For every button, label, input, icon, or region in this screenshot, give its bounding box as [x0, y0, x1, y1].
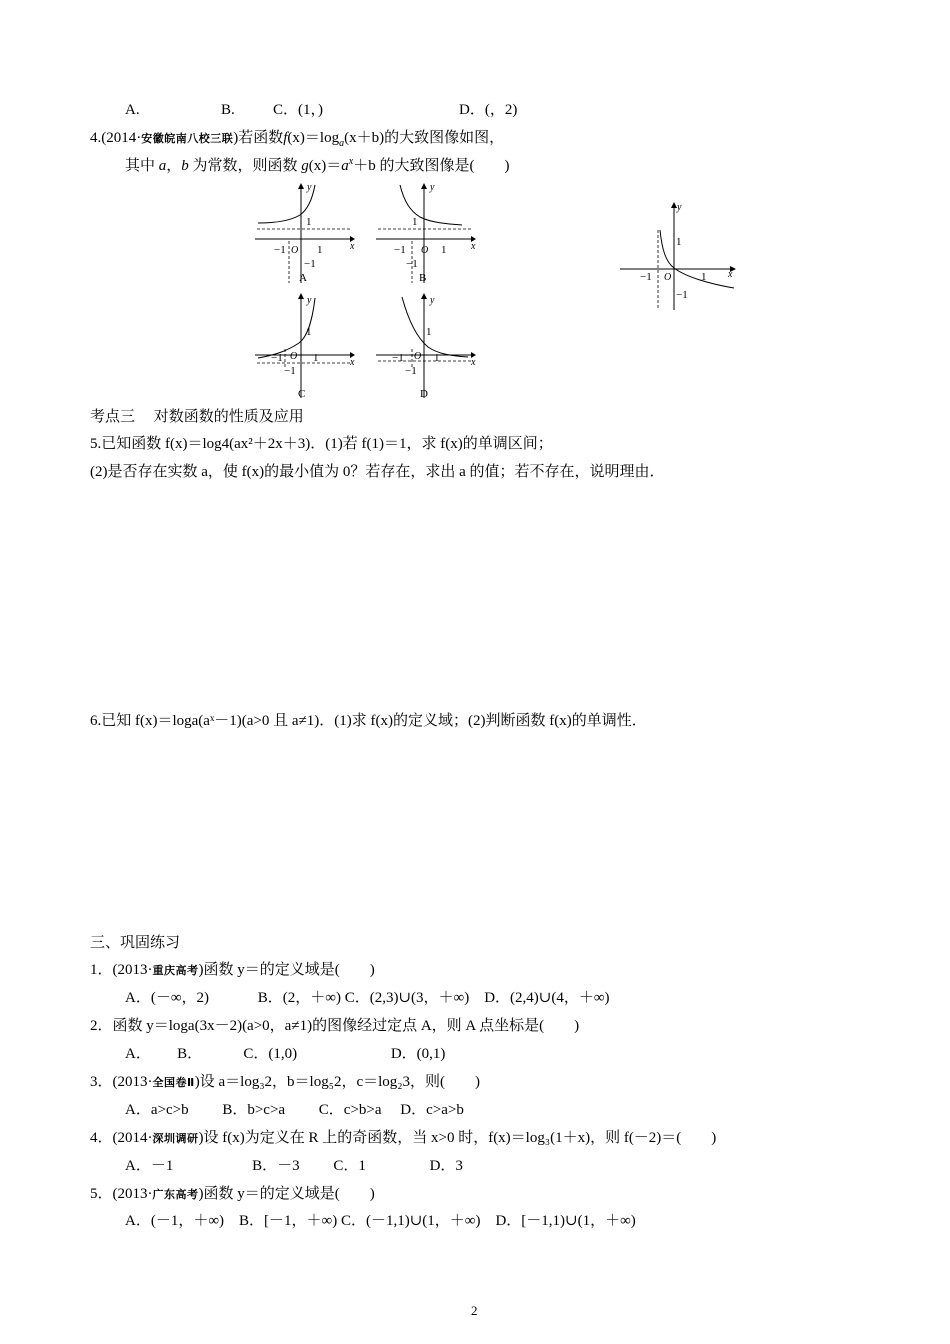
practice-q3-tag: 全国卷Ⅱ	[152, 1076, 195, 1089]
graph-c-neg-one-y: −1	[284, 365, 296, 377]
q4-stem-part1: )若函数	[233, 130, 284, 146]
practice-q3-pre: 3．(2013·	[90, 1074, 153, 1090]
q4-line2-part1: 其中	[125, 158, 156, 174]
graph-ref-y-label: y	[677, 202, 682, 213]
graph-ref-one-x: 1	[701, 271, 707, 283]
graph-c-one-y: 1	[306, 326, 312, 338]
graph-ref-x-label: x	[728, 269, 733, 280]
graph-c-x-label: x	[350, 357, 355, 368]
page-number: 2	[471, 1303, 478, 1318]
graph-b-y-label: y	[430, 182, 435, 193]
practice-q3-stem	[90, 1072, 480, 1093]
graph-a-neg-one-y: −1	[304, 258, 316, 270]
q4-comma: ，	[166, 158, 182, 174]
graph-ref-neg-one-x: −1	[640, 271, 652, 283]
practice-q4-options: A．－1 B．－3 C．1 D．3	[125, 1158, 463, 1174]
q5-line2: (2)是否存在实数 a，使 f(x)的最小值为 0？若存在，求出 a 的值；若不存在，说明理由．	[90, 464, 665, 480]
q4-line2-part3: 的大致图像是( )	[379, 158, 510, 174]
graph-option-a	[255, 183, 355, 288]
graph-b-caption: B	[419, 272, 427, 284]
graph-d-x-label: x	[471, 357, 476, 368]
section3-title: 考点三 对数函数的性质及应用	[90, 409, 304, 425]
graph-c-y-label: y	[307, 295, 312, 306]
q4-var-b: b	[181, 158, 189, 174]
graph-c-neg-one-x: −1	[271, 352, 283, 364]
q3-option-c: C．(1，)	[273, 102, 323, 118]
graph-d-neg-one-x: −1	[392, 352, 404, 364]
graph-b-neg-one-y: −1	[406, 258, 418, 270]
practice-q4-pre: 4．(2014·	[90, 1130, 153, 1146]
graph-a-one-y: 1	[306, 216, 312, 228]
graph-a-x-label: x	[350, 241, 355, 252]
practice-q5-text: )函数 y＝的定义域是( )	[198, 1186, 375, 1202]
q4-arg: (x＋b)	[344, 130, 385, 146]
q4-fx: f	[283, 130, 288, 146]
practice-q4-stem	[90, 1128, 716, 1149]
q4-number: 4.	[90, 130, 102, 146]
q4-sup-x: x	[348, 156, 354, 167]
q4-stem-part2: 的大致图像如图，	[384, 130, 505, 146]
practice-q1-text: )函数 y＝的定义域是( )	[198, 962, 375, 978]
graph-a-one-x: 1	[317, 244, 323, 256]
q3-option-d: D．(，2)	[459, 102, 518, 118]
graph-b-origin: O	[421, 245, 429, 256]
graph-option-c	[255, 293, 355, 403]
graph-a-neg-one-x: −1	[274, 244, 286, 256]
graph-ref-origin: O	[664, 272, 672, 283]
practice-q1-pre: 1．(2013·	[90, 962, 153, 978]
q5-line1: 5.已知函数 f(x)＝log4(ax²＋2x＋3)．(1)若 f(1)＝1，求 f(x)的单调区间；	[90, 436, 553, 452]
q4-source-year: (2014·	[101, 130, 142, 146]
q4-line2-part2: 为常数，则函数	[192, 158, 298, 174]
q3-option-b: B.	[221, 102, 235, 118]
practice-q5-stem	[90, 1184, 375, 1205]
q4-ga: a	[341, 158, 349, 174]
graph-b-neg-one-x: −1	[394, 244, 406, 256]
practice-q2-stem: 2．函数 y＝loga(3x－2)(a>0，a≠1)的图像经过定点 A，则 A 点坐标是( )	[90, 1018, 580, 1034]
q4-g: g	[301, 158, 309, 174]
graph-b-one-y: 1	[412, 216, 418, 228]
graph-a-caption: A	[299, 272, 307, 284]
q4-sub-a: a	[339, 138, 345, 149]
graph-d-origin: O	[414, 351, 422, 362]
q3-option-a: A.	[125, 102, 140, 118]
practice-title: 三、巩固练习	[90, 935, 181, 951]
practice-q1-tag: 重庆高考	[152, 964, 199, 977]
q4-stem-line2	[125, 156, 510, 178]
practice-q5-pre: 5．(2013·	[90, 1186, 153, 1202]
graph-d-one-y: 1	[426, 326, 432, 338]
graph-ref-neg-one-y: −1	[676, 289, 688, 301]
graph-b-one-x: 1	[441, 244, 447, 256]
practice-q5-options: A．(－1，＋∞) B．[－1，＋∞) C．(－1,1)∪(1，＋∞) D．[－1,1)∪(1，＋∞)	[125, 1213, 636, 1229]
practice-q2-options: A． B． C．(1,0) D．(0,1)	[125, 1046, 446, 1062]
graph-c-origin: O	[290, 351, 298, 362]
graph-c-caption: C	[298, 388, 306, 400]
practice-q3-options: A．a>c>b B．b>c>a C．c>b>a D．c>a>b	[125, 1102, 464, 1118]
practice-q4-text: )设 f(x)为定义在 R 上的奇函数，当 x>0 时，f(x)＝log₃(1＋x)，则 f(－2)＝( )	[198, 1130, 717, 1146]
q4-plus-b: ＋b	[353, 158, 376, 174]
graph-d-neg-one-y: −1	[405, 365, 417, 377]
practice-q4-tag: 深圳调研	[152, 1132, 199, 1145]
graph-b-x-label: x	[471, 241, 476, 252]
practice-q5-tag: 广东高考	[152, 1188, 199, 1201]
graph-reference-fx	[620, 200, 740, 312]
practice-q1-stem	[90, 960, 375, 981]
graph-a-origin: O	[291, 245, 299, 256]
graph-c-one-x: 1	[313, 352, 319, 364]
graph-option-d	[376, 293, 476, 403]
graph-a-y-label: y	[307, 182, 312, 193]
graph-d-caption: D	[420, 388, 428, 400]
q4-stem-line1	[90, 128, 504, 150]
q4-source-tag: 安徽皖南八校三联	[141, 132, 234, 145]
q4-var-a: a	[158, 158, 167, 174]
q4-gx: (x)＝	[308, 158, 342, 174]
practice-q1-options: A．(－∞，2) B．(2，＋∞) C．(2,3)∪(3，＋∞) D．(2,4)∪(4，＋∞)	[125, 990, 610, 1006]
q6-line1: 6.已知 f(x)＝loga(aˣ－1)(a>0 且 a≠1)．(1)求 f(x)的定义域；(2)判断函数 f(x)的单调性．	[90, 713, 647, 729]
q4-x-paren: (x)	[287, 130, 305, 146]
graph-option-b	[376, 183, 476, 288]
graph-d-y-label: y	[430, 295, 435, 306]
graph-ref-one-y: 1	[676, 236, 682, 248]
practice-q3-text: )设 a＝log₃2，b＝log₅2，c＝log₂3，则( )	[194, 1074, 480, 1090]
q4-eq-log: ＝log	[304, 130, 340, 146]
graph-d-one-x: 1	[434, 352, 440, 364]
